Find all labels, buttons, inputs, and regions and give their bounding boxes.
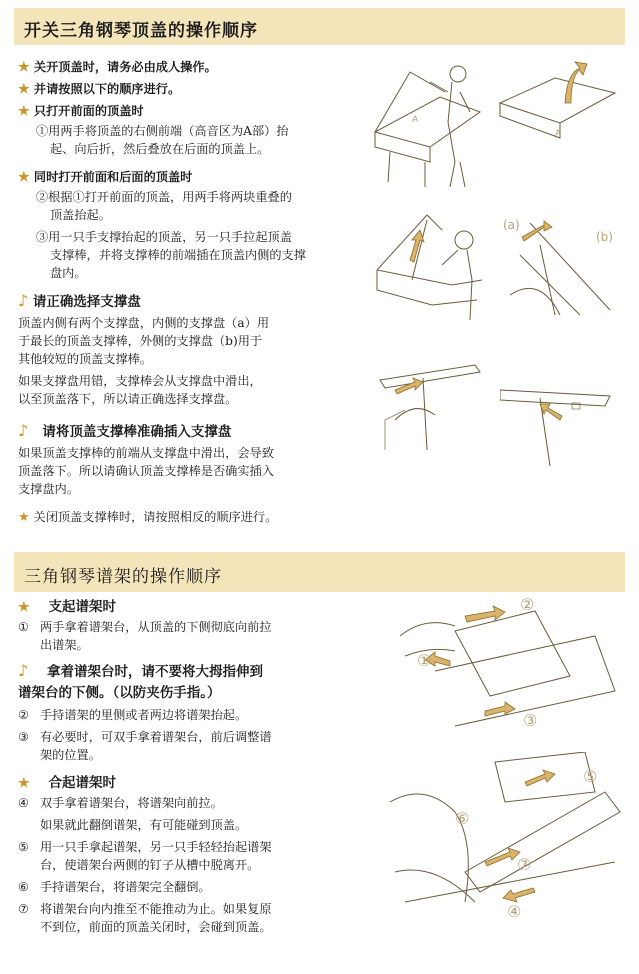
figure-support-discs	[500, 215, 625, 325]
text-line: ①用两手将顶盖的右侧前端（高音区为A部）抬	[36, 124, 289, 138]
bullet-row: ★ 关闭顶盖支撑棒时，请按照相反的顺序进行。	[18, 510, 278, 525]
text-line: 台，使谱架台两侧的钉子从槽中脱离开。	[40, 858, 260, 872]
section2-header	[14, 552, 625, 592]
text-line: 其他较短的顶盖支撑棒。	[18, 352, 153, 366]
step-number: ⑥	[18, 880, 29, 894]
figure-music-desk-fold	[385, 752, 625, 932]
text-line: 将谱架台向内推至不能推动为止。如果复原	[40, 902, 272, 916]
figure-label: ④	[507, 902, 522, 921]
text-line: 如果支撑盘用错，支撑棒会从支撑盘中滑出，	[18, 374, 262, 388]
text-line: 双手拿着谱架台，将谱架向前拉。	[40, 796, 223, 810]
star-icon: ★	[18, 510, 30, 525]
bullet-row: ★ 只打开前面的顶盖时	[18, 104, 144, 119]
music-note-icon: ♪	[18, 661, 29, 680]
text-line: 用一只手拿起谱架，另一只手轻轻抬起谱架	[40, 840, 272, 854]
text-line: 以至顶盖落下，所以请正确选择支撑盘。	[18, 392, 238, 406]
section1-title: 开关三角钢琴顶盖的操作顺序	[24, 21, 258, 41]
figure-label: ⑤	[583, 767, 598, 786]
text-line: 手持谱架台，将谱架完全翻倒。	[40, 880, 211, 894]
text-line: 如果顶盖支撑棒的前端从支撑盘中滑出，会导致	[18, 446, 274, 460]
bullet-row: ★ 合起谱架时	[18, 775, 116, 791]
figure-label: ⑥	[455, 809, 470, 828]
figure-music-desk-raise	[395, 596, 620, 731]
text-line: 起、向后折，然后叠放在后面的顶盖上。	[50, 142, 270, 156]
text-line: 顶盖落下。所以请确认顶盖支撑棒是否确实插入	[18, 464, 274, 478]
text-line: 盘内。	[50, 266, 87, 280]
text-line: 两手拿着谱架台，从顶盖的下侧彻底向前拉	[40, 620, 272, 634]
star-icon: ★	[18, 776, 30, 791]
figure-label: ②	[520, 596, 535, 614]
text-line: 不到位，前面的顶盖关闭时，会碰到顶盖。	[40, 920, 272, 934]
label-b: (b)	[596, 230, 613, 244]
figure-label: ⑦	[517, 855, 532, 874]
text-line: ③用一只手支撑抬起的顶盖，另一只手拉起顶盖	[36, 230, 292, 244]
figure-piano-lid-person	[370, 52, 490, 192]
text-line: 谱架台的下侧。（以防夹伤手指。）	[18, 685, 221, 701]
note-heading: ♪ 请正确选择支撑盘	[18, 291, 141, 310]
text-line: 出谱架。	[40, 638, 89, 652]
bullet-row: ★ 同时打开前面和后面的顶盖时	[18, 170, 193, 185]
star-icon: ★	[18, 170, 30, 185]
note-heading: ♪ 拿着谱架台时，请不要将大拇指伸到	[18, 661, 264, 680]
figure-disc-wrong	[375, 360, 485, 460]
bullet-row: ★ 支起谱架时	[18, 599, 116, 615]
music-note-icon: ♪	[18, 421, 29, 440]
figure-label: ①	[417, 651, 432, 670]
note-heading: ♪ 请将顶盖支撑棒准确插入支撑盘	[18, 421, 232, 440]
label-a: (a)	[503, 218, 520, 232]
step-number: ③	[18, 730, 29, 744]
star-icon: ★	[18, 104, 30, 119]
figure-label: A	[412, 115, 419, 125]
star-icon: ★	[18, 600, 30, 615]
step-number: ②	[18, 708, 29, 722]
figure-label: A	[555, 129, 562, 139]
text-line: ②根据①打开前面的顶盖，用两手将两块重叠的	[36, 190, 292, 204]
section2-title: 三角钢琴谱架的操作顺序	[24, 567, 222, 587]
step-number: ⑦	[18, 902, 29, 916]
text-line: 顶盖内侧有两个支撑盘，内侧的支撑盘（a）用	[18, 316, 270, 330]
text-line: 架的位置。	[40, 748, 101, 762]
step-number: ④	[18, 796, 29, 810]
text-line: 有必要时，可双手拿着谱架台，前后调整谱	[40, 730, 272, 744]
text-line: 手持谱架的里侧或者两边将谱架抬起。	[40, 708, 248, 722]
step-number: ⑤	[18, 840, 29, 854]
section1-header	[14, 8, 625, 45]
text-line: 支撑盘内。	[18, 482, 79, 496]
figure-disc-right	[500, 378, 625, 473]
text-line: 于最长的顶盖支撑棒，外侧的支撑盘（b)用于	[18, 334, 263, 348]
star-icon: ★	[18, 60, 30, 75]
text-line: 如果就此翻倒谱架，有可能碰到顶盖。	[40, 818, 248, 832]
figure-lid-fold	[495, 58, 620, 148]
music-note-icon: ♪	[18, 291, 29, 310]
figure-label: ③	[523, 711, 538, 730]
bullet-row: ★ 并请按照以下的顺序进行。	[18, 82, 181, 97]
step-number: ①	[18, 620, 29, 634]
figure-lid-prop	[372, 210, 487, 325]
bullet-row: ★ 关开顶盖时，请务必由成人操作。	[18, 60, 217, 75]
text-line: 支撑棒，并将支撑棒的前端插在顶盖内侧的支撑	[50, 248, 306, 262]
text-line: 顶盖抬起。	[50, 208, 111, 222]
star-icon: ★	[18, 82, 30, 97]
